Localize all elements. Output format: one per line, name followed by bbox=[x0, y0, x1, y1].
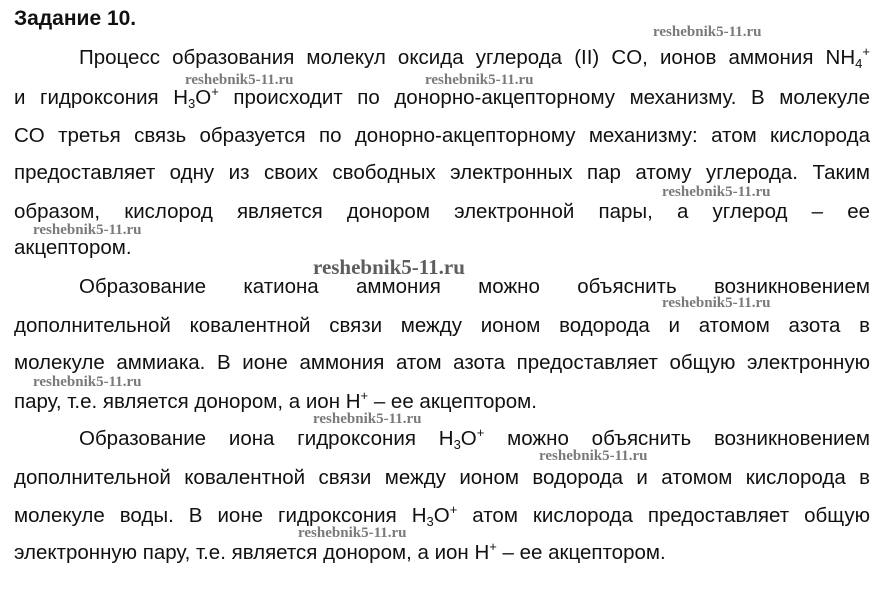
watermark: reshebnik5-11.ru bbox=[33, 222, 142, 238]
text-line-11: Образование иона гидроксония $H_3O^+$ можно объяснить возникновением bbox=[79, 425, 870, 452]
watermark: reshebnik5-11.ru bbox=[313, 255, 465, 279]
text-line-4: предоставляет одну из своих свободных электронных пар атому углерода. Таким bbox=[14, 161, 870, 184]
text-line-6: акцептором. bbox=[14, 236, 132, 259]
watermark: reshebnik5-11.ru bbox=[313, 411, 422, 427]
text-line-8: дополнительной ковалентной связи между ионом водорода и атомом азота в bbox=[14, 314, 870, 337]
text-line-3: CO третья связь образуется по донорно-акцепторному механизму: атом кислорода bbox=[14, 124, 870, 147]
watermark: reshebnik5-11.ru bbox=[539, 448, 648, 464]
text-line-12: дополнительной ковалентной связи между ионом водорода и атомом кислорода в bbox=[14, 466, 870, 489]
text-line-1: Процесс образования молекул оксида углерода (II) CO, ионов аммония $NH_4^+$ bbox=[79, 44, 870, 71]
text-line-13: молекуле воды. В ионе гидроксония $H_3O^+$ атом кислорода предоставляет общую bbox=[14, 502, 870, 529]
watermark: reshebnik5-11.ru bbox=[662, 184, 771, 200]
watermark: reshebnik5-11.ru bbox=[185, 72, 294, 88]
watermark: reshebnik5-11.ru bbox=[653, 24, 762, 40]
text-line-7: Образование катиона аммония можно объяснить возникновением bbox=[79, 275, 870, 298]
task-title: Задание 10. bbox=[14, 7, 137, 30]
text-line-5: образом, кислород является донором электронной пары, а углерод – ее bbox=[14, 200, 870, 223]
watermark: reshebnik5-11.ru bbox=[33, 374, 142, 390]
watermark: reshebnik5-11.ru bbox=[298, 525, 407, 541]
text-line-2: и гидроксония $H_3O^+$ происходит по донорно-акцепторному механизму. В молекуле bbox=[14, 84, 870, 111]
watermark: reshebnik5-11.ru bbox=[662, 295, 771, 311]
text-line-10: пару, т.е. является донором, а ион H+ – ее акцептором. bbox=[14, 388, 537, 413]
text-line-14: электронную пару, т.е. является донором, а ион H+ – ее акцептором. bbox=[14, 539, 666, 564]
text-line-9: молекуле аммиака. В ионе аммония атом азота предоставляет общую электронную bbox=[14, 351, 870, 374]
watermark: reshebnik5-11.ru bbox=[425, 72, 534, 88]
